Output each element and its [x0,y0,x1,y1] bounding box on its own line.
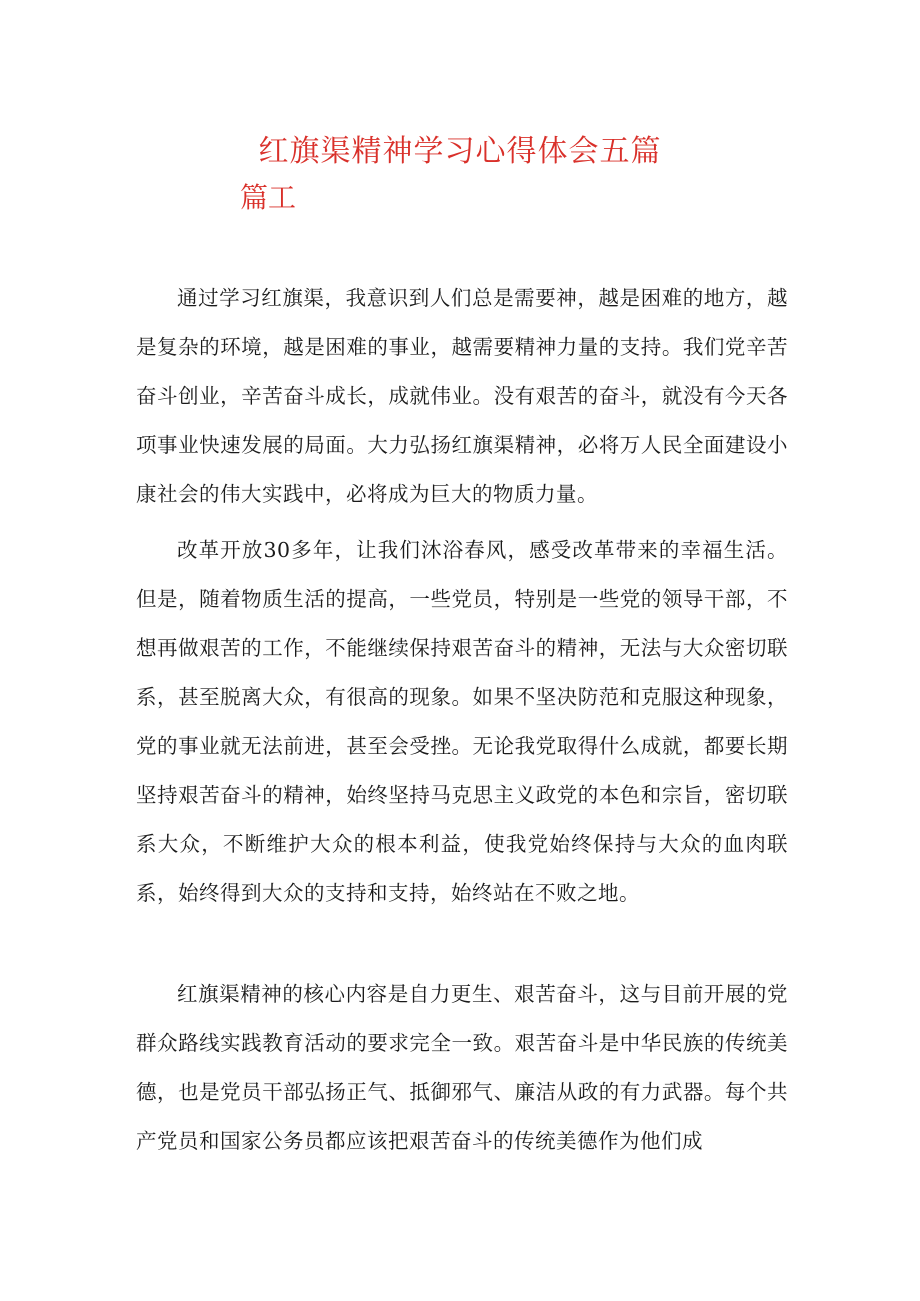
document-title: 红旗渠精神学习心得体会五篇 [258,134,662,169]
body-paragraph-3: 红旗渠精神的核心内容是自力更生、艰苦奋斗，这与目前开展的党群众路线实践教育活动的要求完全一致。艰苦奋斗是中华民族的传统美德，也是党员干部弘扬正气、抵御邪气、廉洁从政的有力武器。每个共产党员和国家公务员都应该把艰苦奋斗的传统美德作为他们成 [136,982,788,1153]
section-heading: 篇工 [240,181,297,214]
body-paragraph-1: 通过学习红旗渠，我意识到人们总是需要神，越是困难的地方，越是复杂的环境，越是困难的事业，越需要精神力量的支持。我们党辛苦奋斗创业，辛苦奋斗成长，成就伟业。没有艰苦的奋斗，就没有今天各项事业快速发展的局面。大力弘扬红旗渠精神，必将万人民全面建设小康社会的伟大实践中，必将成为巨大的物质力量。 [136,286,788,506]
body-paragraph-2: 改革开放30多年，让我们沐浴春风，感受改革带来的幸福生活。但是，随着物质生活的提高，一些党员，特别是一些党的领导干部，不想再做艰苦的工作，不能继续保持艰苦奋斗的精神，无法与大众密切联系，甚至脱离大众，有很高的现象。如果不坚决防范和克服这种现象，党的事业就无法前进，甚至会受挫。无论我党取得什么成就，都要长期坚持艰苦奋斗的精神，始终坚持马克思主义政党的本色和宗旨，密切联系大众，不断维护大众的根本利益，使我党始终保持与大众的血肉联系，始终得到大众的支持和支持，始终站在不败之地。 [136,538,788,905]
